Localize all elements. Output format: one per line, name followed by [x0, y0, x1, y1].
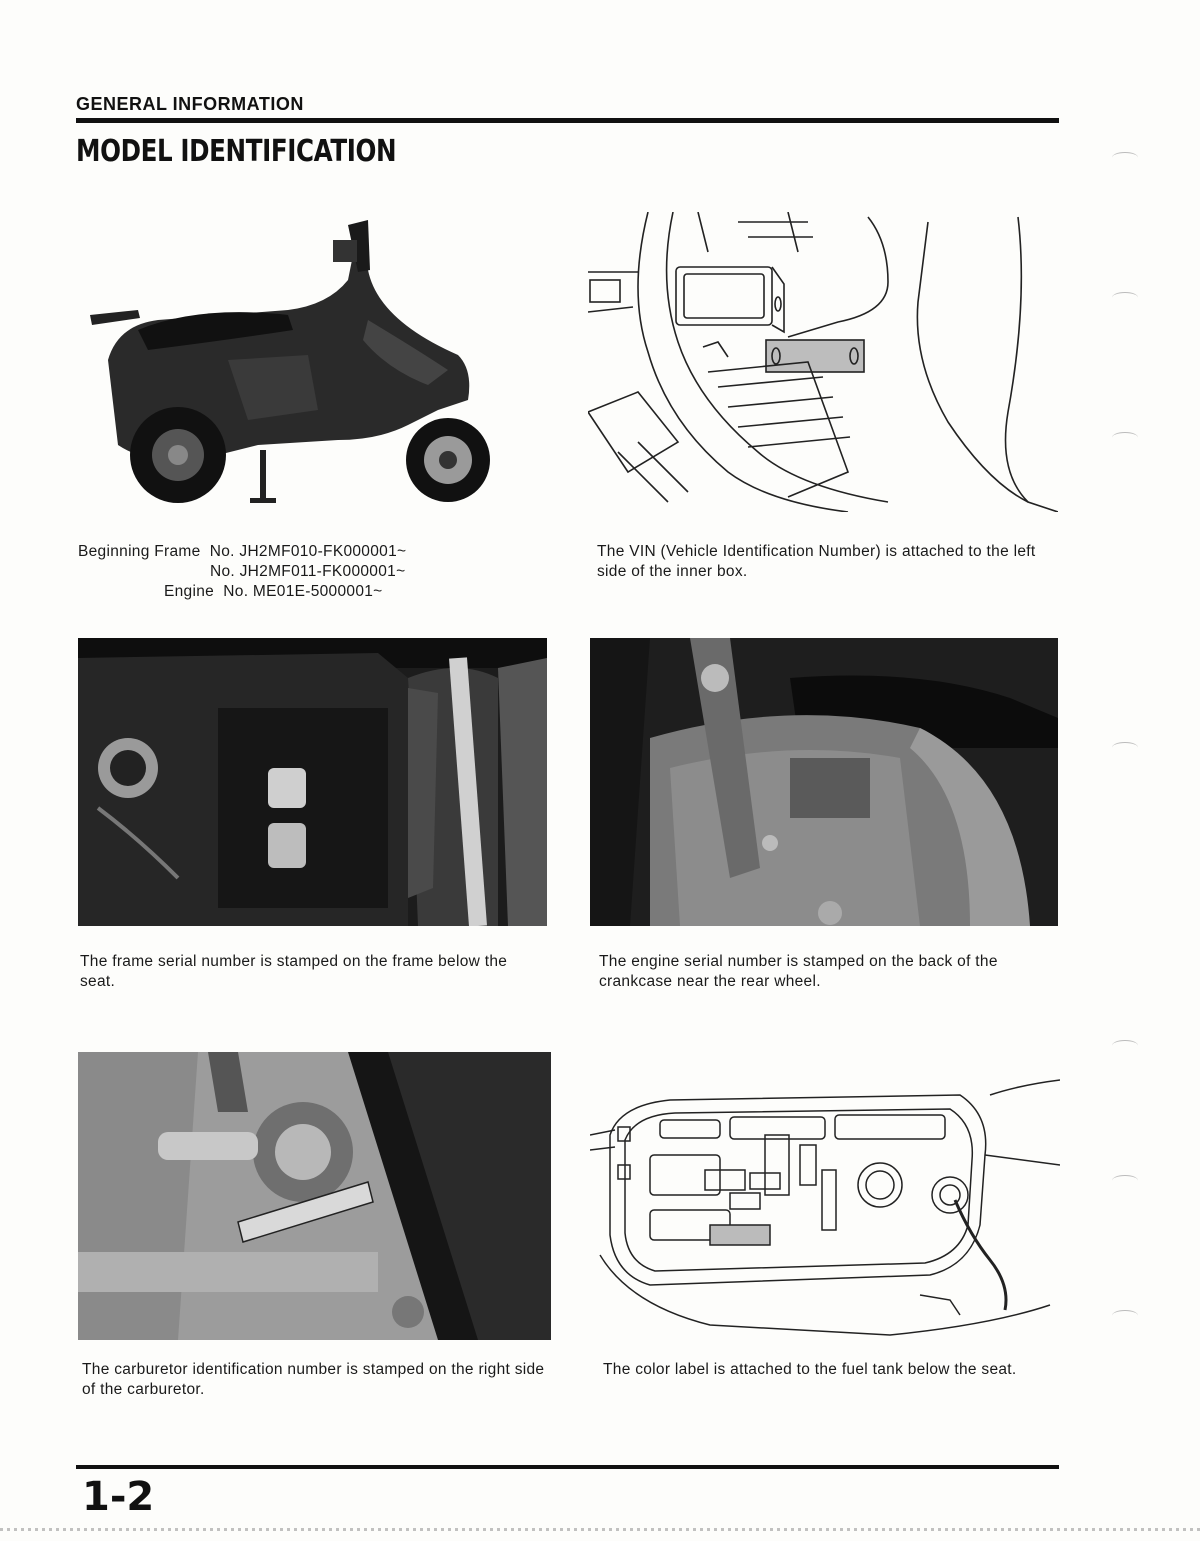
scan-edge-mark	[1112, 1310, 1138, 1321]
header-rule	[76, 118, 1059, 123]
scan-edge-mark	[1112, 152, 1138, 163]
engine-number-value: No. ME01E-5000001~	[223, 583, 383, 600]
color-label-diagram	[590, 1075, 1060, 1345]
scan-edge-mark	[1112, 432, 1138, 443]
vin-diagram	[588, 212, 1058, 512]
scan-artifact-line	[0, 1528, 1200, 1531]
frame-number-line-1	[78, 542, 406, 562]
color-label-caption: The color label is attached to the fuel tank below the seat.	[603, 1361, 1017, 1378]
frame-number-label: Beginning Frame	[78, 543, 201, 560]
frame-number-value: No. JH2MF011-FK000001~	[210, 563, 406, 580]
scan-edge-mark	[1112, 292, 1138, 303]
scan-edge-mark	[1112, 742, 1138, 753]
engine-number-label: Engine	[164, 583, 215, 600]
scan-edge-mark	[1112, 1040, 1138, 1051]
carburetor-photo	[78, 1052, 551, 1340]
vin-caption: The VIN (Vehicle Identification Number) is attached to the left side of the inner box.	[597, 543, 1036, 580]
engine-serial-photo	[590, 638, 1058, 926]
frame-number-line-2	[210, 562, 405, 582]
footer-rule	[76, 1465, 1059, 1469]
frame-serial-caption: The frame serial number is stamped on the frame below the seat.	[80, 953, 508, 990]
carburetor-caption: The carburetor identification number is stamped on the right side of the carburetor.	[82, 1361, 545, 1398]
scooter-photo	[78, 210, 508, 510]
engine-number-line	[164, 582, 383, 602]
page-title: MODEL IDENTIFICATION	[76, 134, 397, 169]
engine-serial-caption: The engine serial number is stamped on the back of the crankcase near the rear wheel.	[599, 953, 998, 990]
scan-edge-mark	[1112, 1175, 1138, 1186]
frame-serial-photo	[78, 638, 547, 926]
page-number: 1-2	[82, 1474, 155, 1520]
frame-number-value: No. JH2MF010-FK000001~	[209, 543, 407, 560]
section-header: GENERAL INFORMATION	[76, 94, 304, 114]
